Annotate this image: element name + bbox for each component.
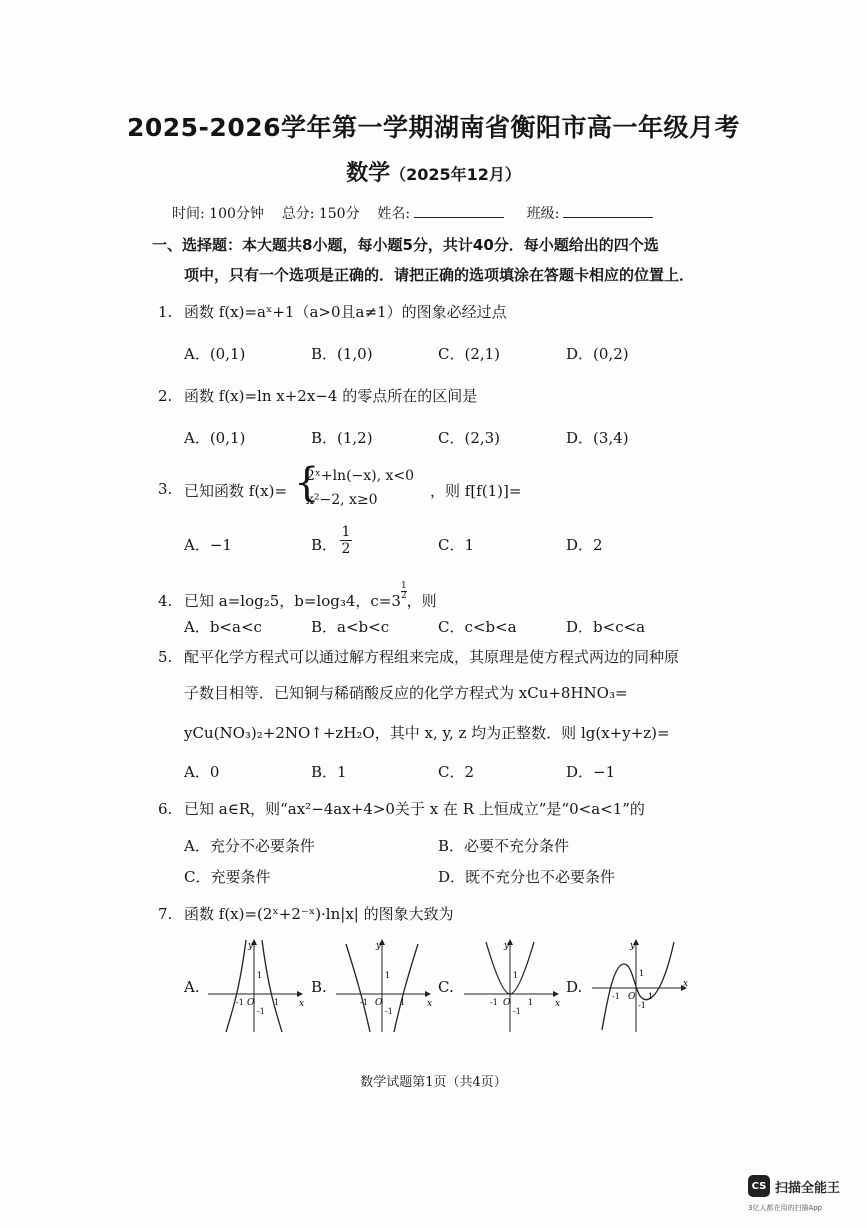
question-number: 6. — [158, 800, 173, 818]
question-stem-post: ，则 — [406, 592, 437, 610]
question-5-line2: 子数目相等．已知铜与稀硝酸反应的化学方程式为 xCu+8HNO₃= — [184, 684, 628, 702]
q7-option-b: B. — [311, 978, 327, 996]
tick-x1: 1 — [274, 998, 280, 1007]
tick-y1: 1 — [639, 969, 645, 978]
q3-option-c: C．1 — [438, 536, 475, 554]
graph-option-c — [462, 936, 562, 1034]
q4-option-c: C．c<b<a — [438, 618, 517, 636]
origin-label: O — [628, 992, 636, 1002]
question-stem: 函数 f(x)=aˣ+1（a>0且a≠1）的图象必经过点 — [184, 303, 507, 321]
q2-option-a: A．(0,1) — [184, 429, 246, 447]
tick-xm1: -1 — [236, 998, 244, 1007]
x-label: x — [427, 999, 433, 1009]
question-3-number: 3. — [158, 480, 173, 498]
question-line1: 配平化学方程式可以通过解方程组来完成，其原理是使方程式两边的同种原 — [184, 648, 680, 666]
page-footer: 数学试题第1页（共4页） — [360, 1075, 507, 1090]
cs-logo-icon: CS — [748, 1175, 770, 1197]
q1-option-b: B．(1,0) — [311, 345, 373, 363]
x-label: x — [555, 999, 561, 1009]
q7-option-d: D. — [566, 978, 583, 996]
question-number: 2. — [158, 387, 173, 405]
q5-option-b: B．1 — [311, 763, 347, 781]
question-number: 1. — [158, 303, 173, 321]
q3-fraction — [340, 524, 352, 557]
q4-option-b: B．a<b<c — [311, 618, 390, 636]
tick-ym1: -1 — [385, 1007, 393, 1016]
q6-option-c: C．充要条件 — [184, 868, 271, 886]
question-3-stem-post: ，则 f[f(1)]= — [430, 482, 522, 500]
name-blank — [414, 205, 504, 218]
graph-option-b — [334, 936, 434, 1034]
curve-right — [262, 940, 282, 1032]
origin-label: O — [503, 998, 511, 1008]
origin-label: O — [375, 998, 383, 1008]
q7-option-a: A. — [184, 978, 200, 996]
q5-option-a: A．0 — [184, 763, 220, 781]
q5-option-c: C．2 — [438, 763, 475, 781]
q3-option-d: D．2 — [566, 536, 603, 554]
q1-option-a: A．(0,1) — [184, 345, 246, 363]
tick-y1: 1 — [513, 971, 519, 980]
score-label: 总分: 150分 — [281, 206, 360, 222]
question-3-stem-pre: 已知函数 f(x)= — [184, 482, 288, 500]
tick-x1: 1 — [648, 992, 654, 1001]
section1-line1: 一、选择题：本大题共8小题，每小题5分，共计40分．每小题给出的四个选 — [152, 236, 659, 254]
time-label: 时间: 100分钟 — [172, 206, 264, 222]
curve — [602, 942, 674, 1030]
q2-option-c: C．(2,3) — [438, 429, 501, 447]
piece-2: x²−2, x≥0 — [306, 492, 378, 508]
origin-label: O — [247, 998, 255, 1008]
curve-right — [510, 942, 534, 994]
tick-y1: 1 — [385, 971, 391, 980]
question-stem: 已知 a∈R，则“ax²−4ax+4>0关于 x 在 R 上恒成立”是“0<a<1”的 — [184, 800, 645, 818]
q1-option-c: C．(2,1) — [438, 345, 501, 363]
x-label: x — [299, 999, 305, 1009]
question-2 — [158, 385, 477, 406]
name-label: 姓名: — [377, 206, 411, 222]
question-5 — [158, 646, 679, 667]
fraction-denominator: 2 — [341, 541, 351, 557]
tick-ym1: -1 — [257, 1007, 265, 1016]
q5-option-d: D．−1 — [566, 763, 616, 781]
curve-right — [394, 944, 418, 1032]
subject-name: 数学 — [346, 161, 391, 186]
exp-num: 1 — [400, 581, 407, 591]
question-4 — [158, 582, 437, 611]
y-label: y — [248, 941, 254, 951]
q6-option-a: A．充分不必要条件 — [184, 837, 315, 855]
piece-1: 2ˣ+ln(−x), x<0 — [306, 468, 415, 484]
question-1 — [158, 301, 507, 322]
y-label: y — [504, 941, 510, 951]
tick-xm1: -1 — [490, 998, 498, 1007]
q4-option-a: A．b<a<c — [184, 618, 262, 636]
fraction-numerator: 1 — [341, 524, 351, 540]
y-label: y — [376, 941, 382, 951]
section1-line2: 项中，只有一个选项是正确的．请把正确的选项填涂在答题卡相应的位置上． — [184, 266, 695, 284]
exam-subject — [0, 156, 867, 187]
question-number: 4. — [158, 592, 173, 610]
q7-option-c: C. — [438, 978, 454, 996]
tick-ym1: -1 — [638, 1001, 646, 1010]
question-stem: 已知 a=log₂5，b=log₃4，c=3 — [184, 592, 401, 610]
q3-option-a: A．−1 — [184, 536, 232, 554]
x-label: x — [683, 979, 689, 989]
curve-left — [226, 940, 246, 1032]
curve-left — [346, 944, 370, 1032]
q4-option-d: D．b<c<a — [566, 618, 646, 636]
question-stem: 函数 f(x)=ln x+2x−4 的零点所在的区间是 — [184, 387, 478, 405]
logo-slogan: 3亿人都在用的扫描App — [748, 1204, 823, 1212]
tick-x1: 1 — [528, 998, 534, 1007]
q3-option-b: B． — [311, 536, 338, 554]
question-stem: 函数 f(x)=(2ˣ+2⁻ˣ)·ln|x| 的图象大致为 — [184, 905, 454, 923]
scanner-logo — [748, 1175, 840, 1197]
exam-info-line — [172, 203, 671, 223]
question-5-line3: yCu(NO₃)₂+2NO↑+zH₂O，其中 x, y, z 均为正整数．则 lg(x+y+z)= — [184, 724, 670, 742]
graph-option-d — [590, 936, 690, 1034]
q6-option-b: B．必要不充分条件 — [438, 837, 570, 855]
y-label: y — [630, 941, 636, 951]
question-number: 5. — [158, 648, 173, 666]
q2-option-d: D．(3,4) — [566, 429, 629, 447]
tick-y1: 1 — [257, 971, 263, 980]
tick-xm1: -1 — [612, 992, 620, 1001]
logo-name: 扫描全能王 — [775, 1180, 841, 1196]
class-blank — [563, 205, 653, 218]
class-label: 班级: — [526, 206, 560, 222]
tick-xm1: -1 — [360, 998, 368, 1007]
question-6 — [158, 798, 645, 819]
q6-option-d: D．既不充分也不必要条件 — [438, 868, 616, 886]
tick-x1: 1 — [400, 998, 406, 1007]
question-7 — [158, 903, 454, 924]
question-number: 7. — [158, 905, 173, 923]
q1-option-d: D．(0,2) — [566, 345, 629, 363]
exam-date: （2025年12月） — [390, 165, 521, 184]
exp-den: 2 — [400, 591, 407, 601]
piecewise-brace: { — [294, 460, 320, 506]
exam-title: 2025-2026学年第一学期湖南省衡阳市高一年级月考 — [126, 113, 741, 142]
q2-option-b: B．(1,2) — [311, 429, 373, 447]
tick-ym1: -1 — [513, 1007, 521, 1016]
graph-option-a — [206, 936, 306, 1034]
